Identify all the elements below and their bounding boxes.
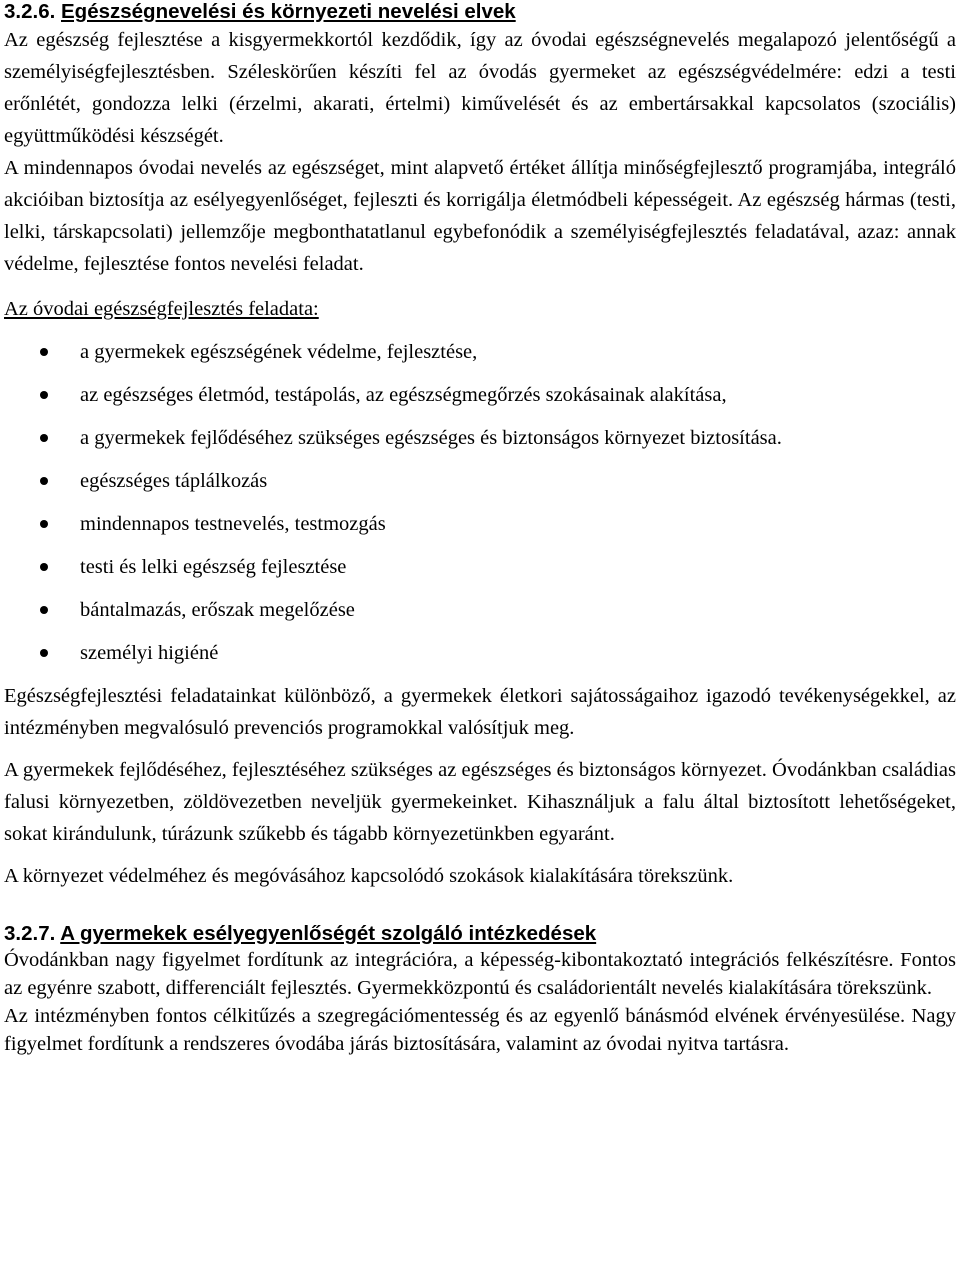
list-item-text: mindennapos testnevelés, testmozgás	[80, 513, 386, 535]
list-item	[4, 551, 956, 583]
list-item-text: a gyermekek egészségének védelme, fejlesztése,	[80, 341, 478, 363]
list-item	[4, 336, 956, 368]
bullet-icon	[40, 606, 48, 614]
list-item	[4, 637, 956, 669]
tasks-list	[4, 336, 956, 669]
paragraph: Óvodánkban nagy figyelmet fordítunk az integrációra, a képesség-kibontakoztató integrációs felkészítésre. Fontos az egyénre szabott, differenciált fejlesztés. Gyermekközpontú és családorientált nevelés kialakítására törekszünk.	[4, 949, 956, 999]
bullet-icon	[40, 391, 48, 399]
bullet-icon	[40, 348, 48, 356]
bullet-icon	[40, 520, 48, 528]
list-item	[4, 594, 956, 626]
bullet-icon	[40, 649, 48, 657]
section-number: 3.2.7.	[4, 922, 56, 945]
list-item-text: bántalmazás, erőszak megelőzése	[80, 599, 355, 621]
paragraph: A mindennapos óvodai nevelés az egészséget, mint alapvető értéket állítja minőségfejlesztő programjába, integráló akcióiban biztosítja az esélyegyenlőséget, fejleszti és korrigálja életmódbeli képességeit. Az egészség hármas (testi, lelki, társkapcsolati) jellemzője megbonthatatlanul egybefonódik a személyiségfejlesztés feladatával, azaz: annak védelme, fejlesztése fontos nevelési feladat.	[4, 157, 956, 275]
list-item	[4, 465, 956, 497]
section-title: A gyermekek esélyegyenlőségét szolgáló intézkedések	[60, 922, 597, 945]
bullet-icon	[40, 434, 48, 442]
section-heading-3-2-6	[4, 0, 956, 24]
section-heading-3-2-7	[4, 922, 956, 946]
list-item	[4, 508, 956, 540]
list-item	[4, 379, 956, 411]
paragraph: Egészségfejlesztési feladatainkat különböző, a gyermekek életkori sajátosságaihoz igazodó tevékenységekkel, az intézményben megvalósuló prevenciós programokkal valósítjuk meg.	[4, 685, 956, 739]
list-item-text: személyi higiéné	[80, 642, 219, 664]
list-item-text: testi és lelki egészség fejlesztése	[80, 556, 347, 578]
tasks-heading: Az óvodai egészségfejlesztés feladata:	[4, 298, 319, 320]
list-item-text: az egészséges életmód, testápolás, az egészségmegőrzés szokásainak alakítása,	[80, 384, 727, 406]
list-item-text: a gyermekek fejlődéséhez szükséges egészséges és biztonságos környezet biztosítása.	[80, 427, 782, 449]
paragraph: A gyermekek fejlődéséhez, fejlesztéséhez szükséges az egészséges és biztonságos környezet. Óvodánkban családias falusi környezetben, zöldövezetben neveljük gyermekeinket. Kihasználjuk a falu által biztosított lehetőségeket, sokat kirándulunk, túrázunk szűkebb és tágabb környezetünkben egyaránt.	[4, 759, 956, 845]
list-item	[4, 422, 956, 454]
section-title: Egészségnevelési és környezeti nevelési elvek	[61, 0, 516, 23]
bullet-icon	[40, 563, 48, 571]
intro-paragraph: Az egészség fejlesztése a kisgyermekkortól kezdődik, így az óvodai egészségnevelés megalapozó jelentőségű a személyiségfejlesztésben. Széleskörűen készíti fel az óvodás gyermeket az egészségvédelmére: edzi a testi erőnlétét, gondozza lelki (érzelmi, akarati, értelmi) kiművelését és az embertársakkal kapcsolatos (szociális) együttműködési készségét.	[4, 29, 956, 147]
paragraph: Az intézményben fontos célkitűzés a szegregációmentesség és az egyenlő bánásmód elvének érvényesülése. Nagy figyelmet fordítunk a rendszeres óvodába járás biztosítására, valamint az óvodai nyitva tartásra.	[4, 1005, 956, 1055]
bullet-icon	[40, 477, 48, 485]
section-number: 3.2.6.	[4, 0, 56, 23]
list-item-text: egészséges táplálkozás	[80, 470, 268, 492]
paragraph: A környezet védelméhez és megóvásához kapcsolódó szokások kialakítására törekszünk.	[4, 865, 734, 887]
